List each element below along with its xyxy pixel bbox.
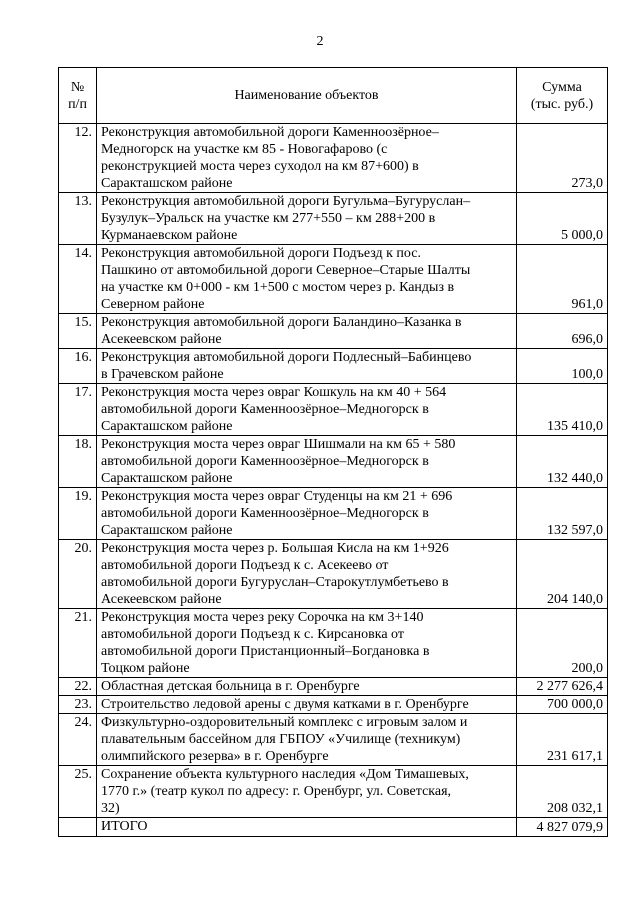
object-name [97, 245, 517, 314]
object-name [97, 609, 517, 678]
object-name-line: Реконструкция автомобильной дороги Подлесный–Бабинцево [101, 350, 472, 365]
object-name [97, 766, 517, 818]
row-sum: 204 140,0 [517, 540, 608, 609]
object-name [97, 384, 517, 436]
object-name-line: Курманаевском районе [101, 228, 238, 243]
table-row [59, 384, 608, 436]
row-sum: 961,0 [517, 245, 608, 314]
total-label: ИТОГО [97, 818, 517, 837]
object-name-line: Реконструкция автомобильной дороги Каменноозёрное– [101, 125, 439, 140]
object-name-line: Строительство ледовой арены с двумя катками в г. Оренбурге [101, 697, 469, 712]
row-number: 24. [59, 714, 97, 766]
row-number: 19. [59, 488, 97, 540]
object-name-line: Саракташском районе [101, 471, 233, 486]
table-row [59, 766, 608, 818]
table-row [59, 124, 608, 193]
object-name-line: в Грачевском районе [101, 367, 224, 382]
header-sum [517, 68, 608, 124]
object-name [97, 714, 517, 766]
total-number-cell [59, 818, 97, 837]
object-name-line: Реконструкция моста через овраг Шишмали на км 65 + 580 [101, 437, 456, 452]
row-sum: 700 000,0 [517, 696, 608, 714]
object-name [97, 349, 517, 384]
row-sum: 5 000,0 [517, 193, 608, 245]
object-name-line: Саракташском районе [101, 419, 233, 434]
row-number: 15. [59, 314, 97, 349]
object-name-line: Реконструкция автомобильной дороги Бугульма–Бугуруслан– [101, 194, 471, 209]
row-number: 16. [59, 349, 97, 384]
object-name-line: Асекеевском районе [101, 592, 222, 607]
object-name-line: 32) [101, 801, 120, 816]
row-sum: 132 597,0 [517, 488, 608, 540]
row-number: 21. [59, 609, 97, 678]
objects-table [58, 67, 608, 837]
object-name [97, 436, 517, 488]
row-number: 14. [59, 245, 97, 314]
table-row [59, 436, 608, 488]
object-name-line: Северном районе [101, 297, 205, 312]
table-row [59, 349, 608, 384]
object-name [97, 488, 517, 540]
header-sum-line: (тыс. руб.) [530, 96, 594, 112]
object-name-line: на участке км 0+000 - км 1+500 с мостом через р. Кандыз в [101, 280, 455, 295]
object-name [97, 540, 517, 609]
object-name-line: Областная детская больница в г. Оренбурге [101, 679, 360, 694]
object-name-line: олимпийского резерва» в г. Оренбурге [101, 749, 329, 764]
table-row [59, 245, 608, 314]
table-row [59, 696, 608, 714]
row-sum: 100,0 [517, 349, 608, 384]
object-name-line: автомобильной дороги Каменноозёрное–Медногорск в [101, 402, 429, 417]
row-number: 13. [59, 193, 97, 245]
object-name-line: Саракташском районе [101, 176, 233, 191]
table-body [59, 124, 608, 818]
row-number: 17. [59, 384, 97, 436]
object-name-line: Пашкино от автомобильной дороги Северное–Старые Шалты [101, 263, 471, 278]
object-name-line: автомобильной дороги Пристанционный–Богдановка в [101, 644, 430, 659]
object-name-line: Реконструкция моста через реку Сорочка на км 3+140 [101, 610, 424, 625]
object-name-line: Реконструкция моста через р. Большая Кисла на км 1+926 [101, 541, 449, 556]
object-name-line: Реконструкция автомобильной дороги Подъезд к пос. [101, 246, 421, 261]
object-name [97, 314, 517, 349]
object-name-line: Сохранение объекта культурного наследия «Дом Тимашевых, [101, 767, 469, 782]
row-number: 12. [59, 124, 97, 193]
object-name-line: плавательным бассейном для ГБПОУ «Училище (техникум) [101, 732, 461, 747]
object-name-line: Реконструкция моста через овраг Кошкуль на км 40 + 564 [101, 385, 447, 400]
row-number: 20. [59, 540, 97, 609]
row-sum: 132 440,0 [517, 436, 608, 488]
table-row [59, 714, 608, 766]
object-name-line: автомобильной дороги Подъезд к с. Кирсановка от [101, 627, 404, 642]
object-name-line: Бузулук–Уральск на участке км 277+550 – км 288+200 в [101, 211, 436, 226]
table-row [59, 609, 608, 678]
object-name [97, 678, 517, 696]
object-name-line: автомобильной дороги Бугуруслан–Старокутлумбетьево в [101, 575, 449, 590]
object-name-line: Реконструкция автомобильной дороги Баландино–Казанка в [101, 315, 462, 330]
table-row [59, 488, 608, 540]
object-name-line: Тоцком районе [101, 661, 190, 676]
row-number: 23. [59, 696, 97, 714]
object-name-line: автомобильной дороги Каменноозёрное–Медногорск в [101, 506, 429, 521]
object-name-line: Реконструкция моста через овраг Студенцы на км 21 + 696 [101, 489, 453, 504]
object-name-line: Физкультурно-оздоровительный комплекс с игровым залом и [101, 715, 468, 730]
object-name-line: автомобильной дороги Подъезд к с. Асекеево от [101, 558, 389, 573]
header-sum-line: Сумма [542, 79, 582, 95]
row-sum: 200,0 [517, 609, 608, 678]
object-name [97, 696, 517, 714]
header-number [59, 68, 97, 124]
table-row [59, 540, 608, 609]
header-name: Наименование объектов [97, 68, 517, 124]
row-sum: 696,0 [517, 314, 608, 349]
row-number: 22. [59, 678, 97, 696]
row-sum: 208 032,1 [517, 766, 608, 818]
total-row [59, 818, 608, 837]
object-name-line: автомобильной дороги Каменноозёрное–Медногорск в [101, 454, 429, 469]
table-row [59, 314, 608, 349]
object-name [97, 124, 517, 193]
table-row [59, 193, 608, 245]
page-number: 2 [316, 34, 324, 49]
total-sum: 4 827 079,9 [517, 818, 608, 837]
header-number-line: № [70, 79, 85, 95]
object-name-line: Асекеевском районе [101, 332, 222, 347]
row-sum: 273,0 [517, 124, 608, 193]
object-name-line: 1770 г.» (театр кукол по адресу: г. Оренбург, ул. Советская, [101, 784, 452, 799]
object-name-line: Саракташском районе [101, 523, 233, 538]
object-name [97, 193, 517, 245]
header-number-line: п/п [68, 96, 87, 112]
row-number: 25. [59, 766, 97, 818]
table-row [59, 678, 608, 696]
row-sum: 135 410,0 [517, 384, 608, 436]
row-number: 18. [59, 436, 97, 488]
row-sum: 231 617,1 [517, 714, 608, 766]
row-sum: 2 277 626,4 [517, 678, 608, 696]
table-header-row [59, 68, 608, 124]
object-name-line: реконструкцией моста через суходол на км 87+600) в [101, 159, 419, 174]
object-name-line: Медногорск на участке км 85 - Новогафарово (с [101, 142, 388, 157]
